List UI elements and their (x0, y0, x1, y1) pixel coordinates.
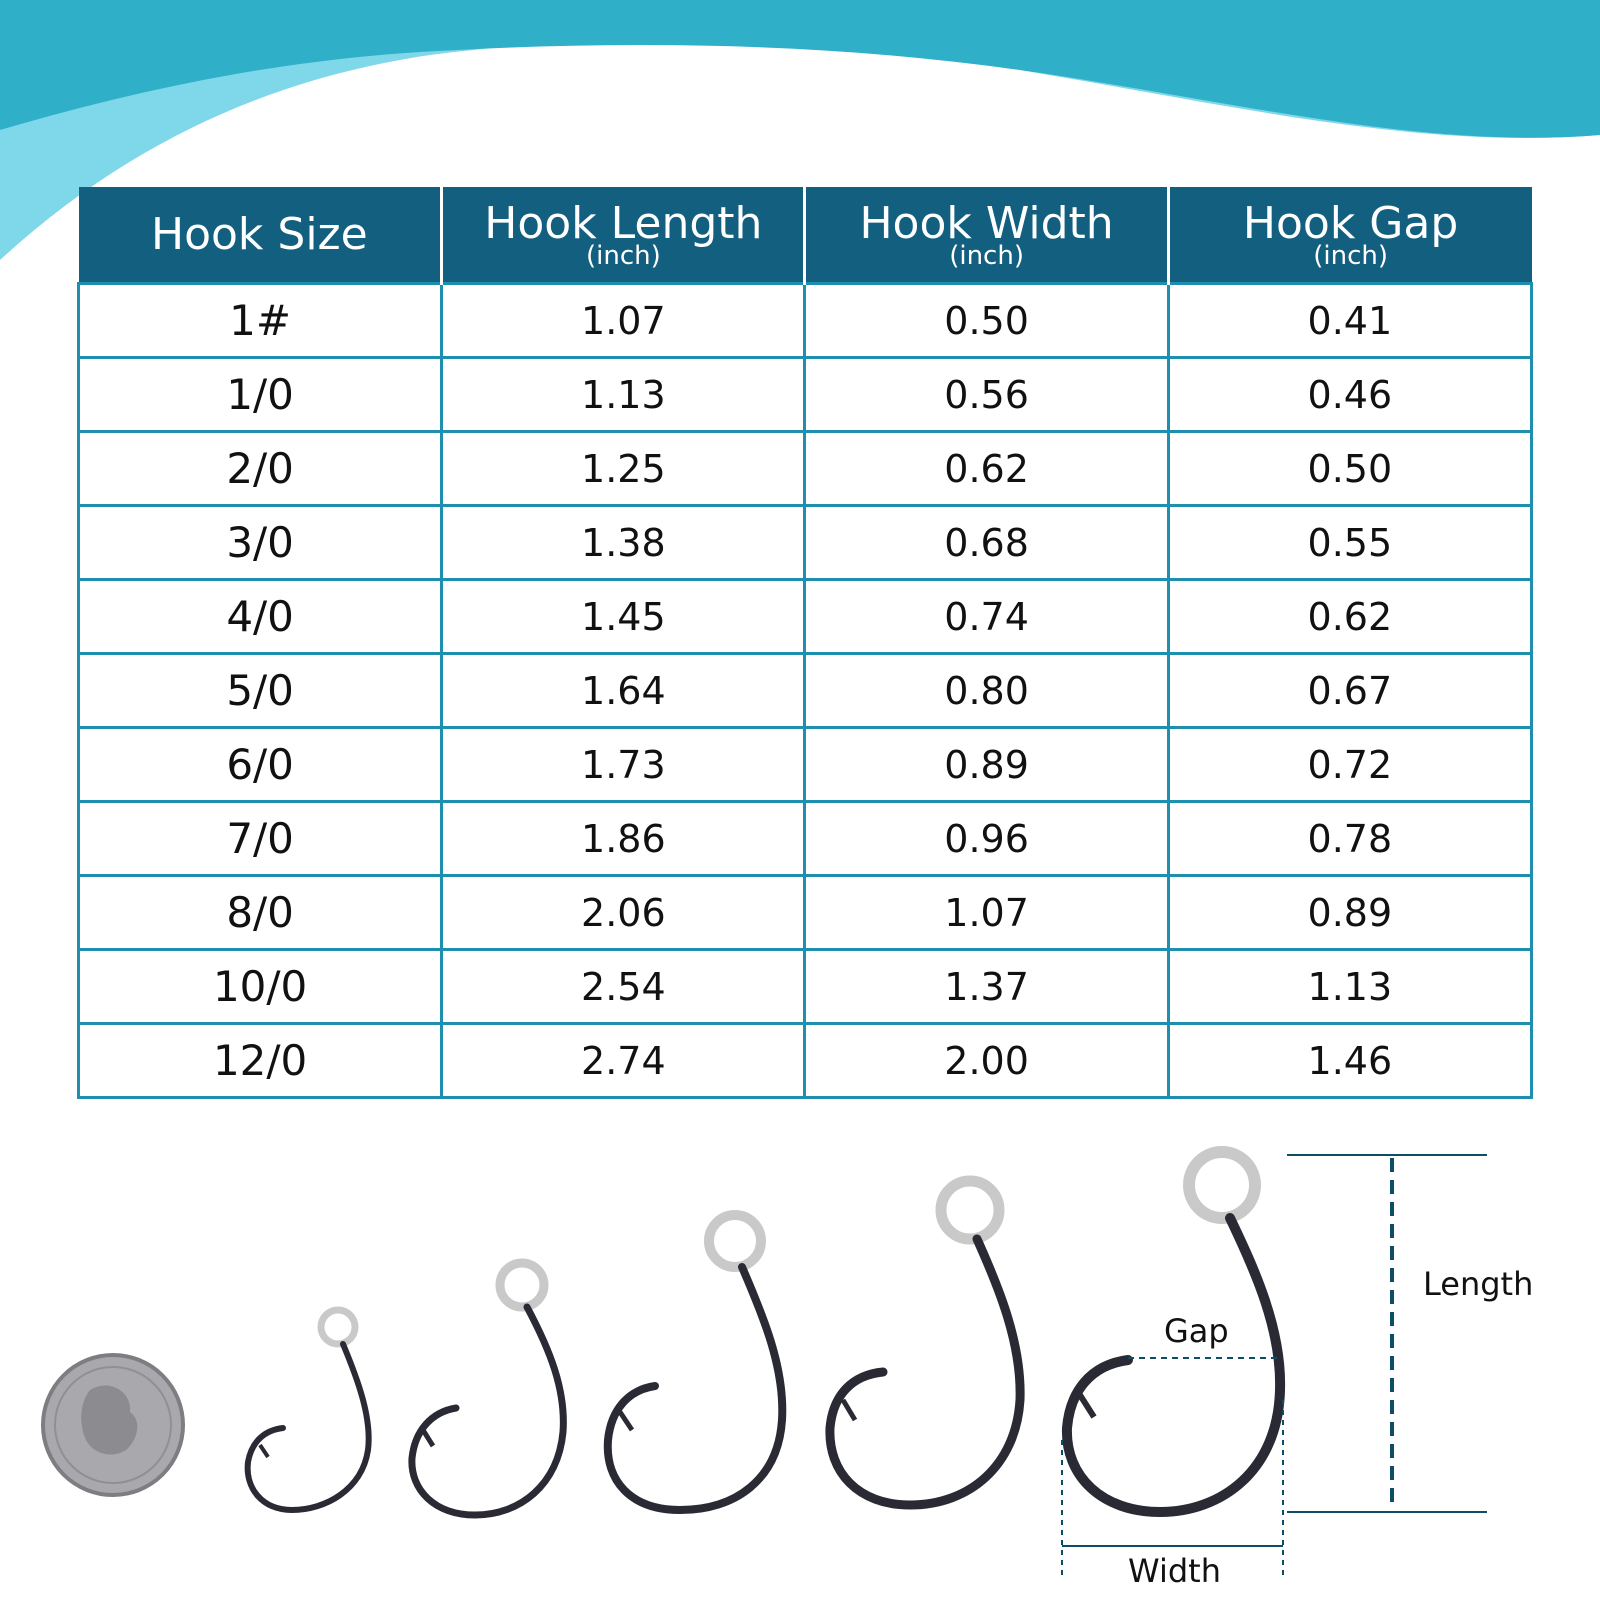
hook-image (248, 1310, 369, 1510)
width-label: Width (1128, 1552, 1221, 1590)
coin-image (43, 1355, 183, 1495)
cell-hook-size: 6/0 (79, 728, 442, 802)
cell-hook-length: 1.38 (442, 506, 805, 580)
header-unit: (inch) (585, 240, 661, 271)
cell-hook-gap: 0.46 (1168, 358, 1531, 432)
cell-hook-length: 2.06 (442, 876, 805, 950)
cell-hook-length: 1.07 (442, 284, 805, 358)
length-label: Length (1423, 1265, 1534, 1303)
hook-image (412, 1263, 563, 1515)
hook-image (608, 1215, 783, 1510)
cell-hook-length: 1.45 (442, 580, 805, 654)
table-row (79, 284, 1532, 358)
cell-hook-gap: 0.55 (1168, 506, 1531, 580)
table-header-row (79, 187, 1532, 284)
cell-hook-length: 2.54 (442, 950, 805, 1024)
table-row (79, 950, 1532, 1024)
cell-hook-width: 0.96 (805, 802, 1168, 876)
table-row (79, 506, 1532, 580)
cell-hook-size: 7/0 (79, 802, 442, 876)
cell-hook-gap: 0.67 (1168, 654, 1531, 728)
cell-hook-length: 1.73 (442, 728, 805, 802)
header-title: Hook Length (484, 197, 763, 249)
cell-hook-gap: 0.89 (1168, 876, 1531, 950)
cell-hook-width: 0.89 (805, 728, 1168, 802)
header-title: Hook Width (859, 197, 1114, 249)
cell-hook-size: 1# (79, 284, 442, 358)
table-row (79, 802, 1532, 876)
header-hook-size (79, 187, 442, 284)
cell-hook-gap: 0.41 (1168, 284, 1531, 358)
cell-hook-width: 0.50 (805, 284, 1168, 358)
hook-image (830, 1181, 1020, 1505)
header-title: Hook Size (151, 208, 368, 260)
header-title: Hook Gap (1242, 197, 1459, 249)
header-hook-length (442, 187, 805, 284)
cell-hook-length: 1.13 (442, 358, 805, 432)
cell-hook-width: 0.56 (805, 358, 1168, 432)
cell-hook-gap: 0.62 (1168, 580, 1531, 654)
cell-hook-length: 1.86 (442, 802, 805, 876)
cell-hook-size: 12/0 (79, 1024, 442, 1098)
table-row (79, 580, 1532, 654)
table-row (79, 876, 1532, 950)
table-row (79, 1024, 1532, 1098)
header-unit: (inch) (949, 240, 1024, 271)
cell-hook-gap: 1.46 (1168, 1024, 1531, 1098)
cell-hook-size: 10/0 (79, 950, 442, 1024)
cell-hook-width: 2.00 (805, 1024, 1168, 1098)
cell-hook-size: 1/0 (79, 358, 442, 432)
cell-hook-gap: 0.78 (1168, 802, 1531, 876)
table-row (79, 728, 1532, 802)
cell-hook-size: 8/0 (79, 876, 442, 950)
table-row (79, 654, 1532, 728)
cell-hook-width: 0.74 (805, 580, 1168, 654)
header-hook-gap (1168, 187, 1531, 284)
cell-hook-length: 1.25 (442, 432, 805, 506)
table-row (79, 358, 1532, 432)
header-hook-width (805, 187, 1168, 284)
cell-hook-width: 0.62 (805, 432, 1168, 506)
cell-hook-width: 1.07 (805, 876, 1168, 950)
cell-hook-gap: 0.72 (1168, 728, 1531, 802)
cell-hook-length: 1.64 (442, 654, 805, 728)
cell-hook-width: 0.68 (805, 506, 1168, 580)
hook-size-diagram (0, 1100, 1600, 1600)
cell-hook-width: 1.37 (805, 950, 1168, 1024)
hook-size-table (77, 187, 1533, 1099)
cell-hook-gap: 1.13 (1168, 950, 1531, 1024)
gap-label: Gap (1164, 1312, 1229, 1350)
cell-hook-size: 4/0 (79, 580, 442, 654)
cell-hook-width: 0.80 (805, 654, 1168, 728)
cell-hook-size: 5/0 (79, 654, 442, 728)
cell-hook-gap: 0.50 (1168, 432, 1531, 506)
cell-hook-size: 2/0 (79, 432, 442, 506)
cell-hook-length: 2.74 (442, 1024, 805, 1098)
table-row (79, 432, 1532, 506)
header-unit: (inch) (1313, 240, 1388, 271)
cell-hook-size: 3/0 (79, 506, 442, 580)
